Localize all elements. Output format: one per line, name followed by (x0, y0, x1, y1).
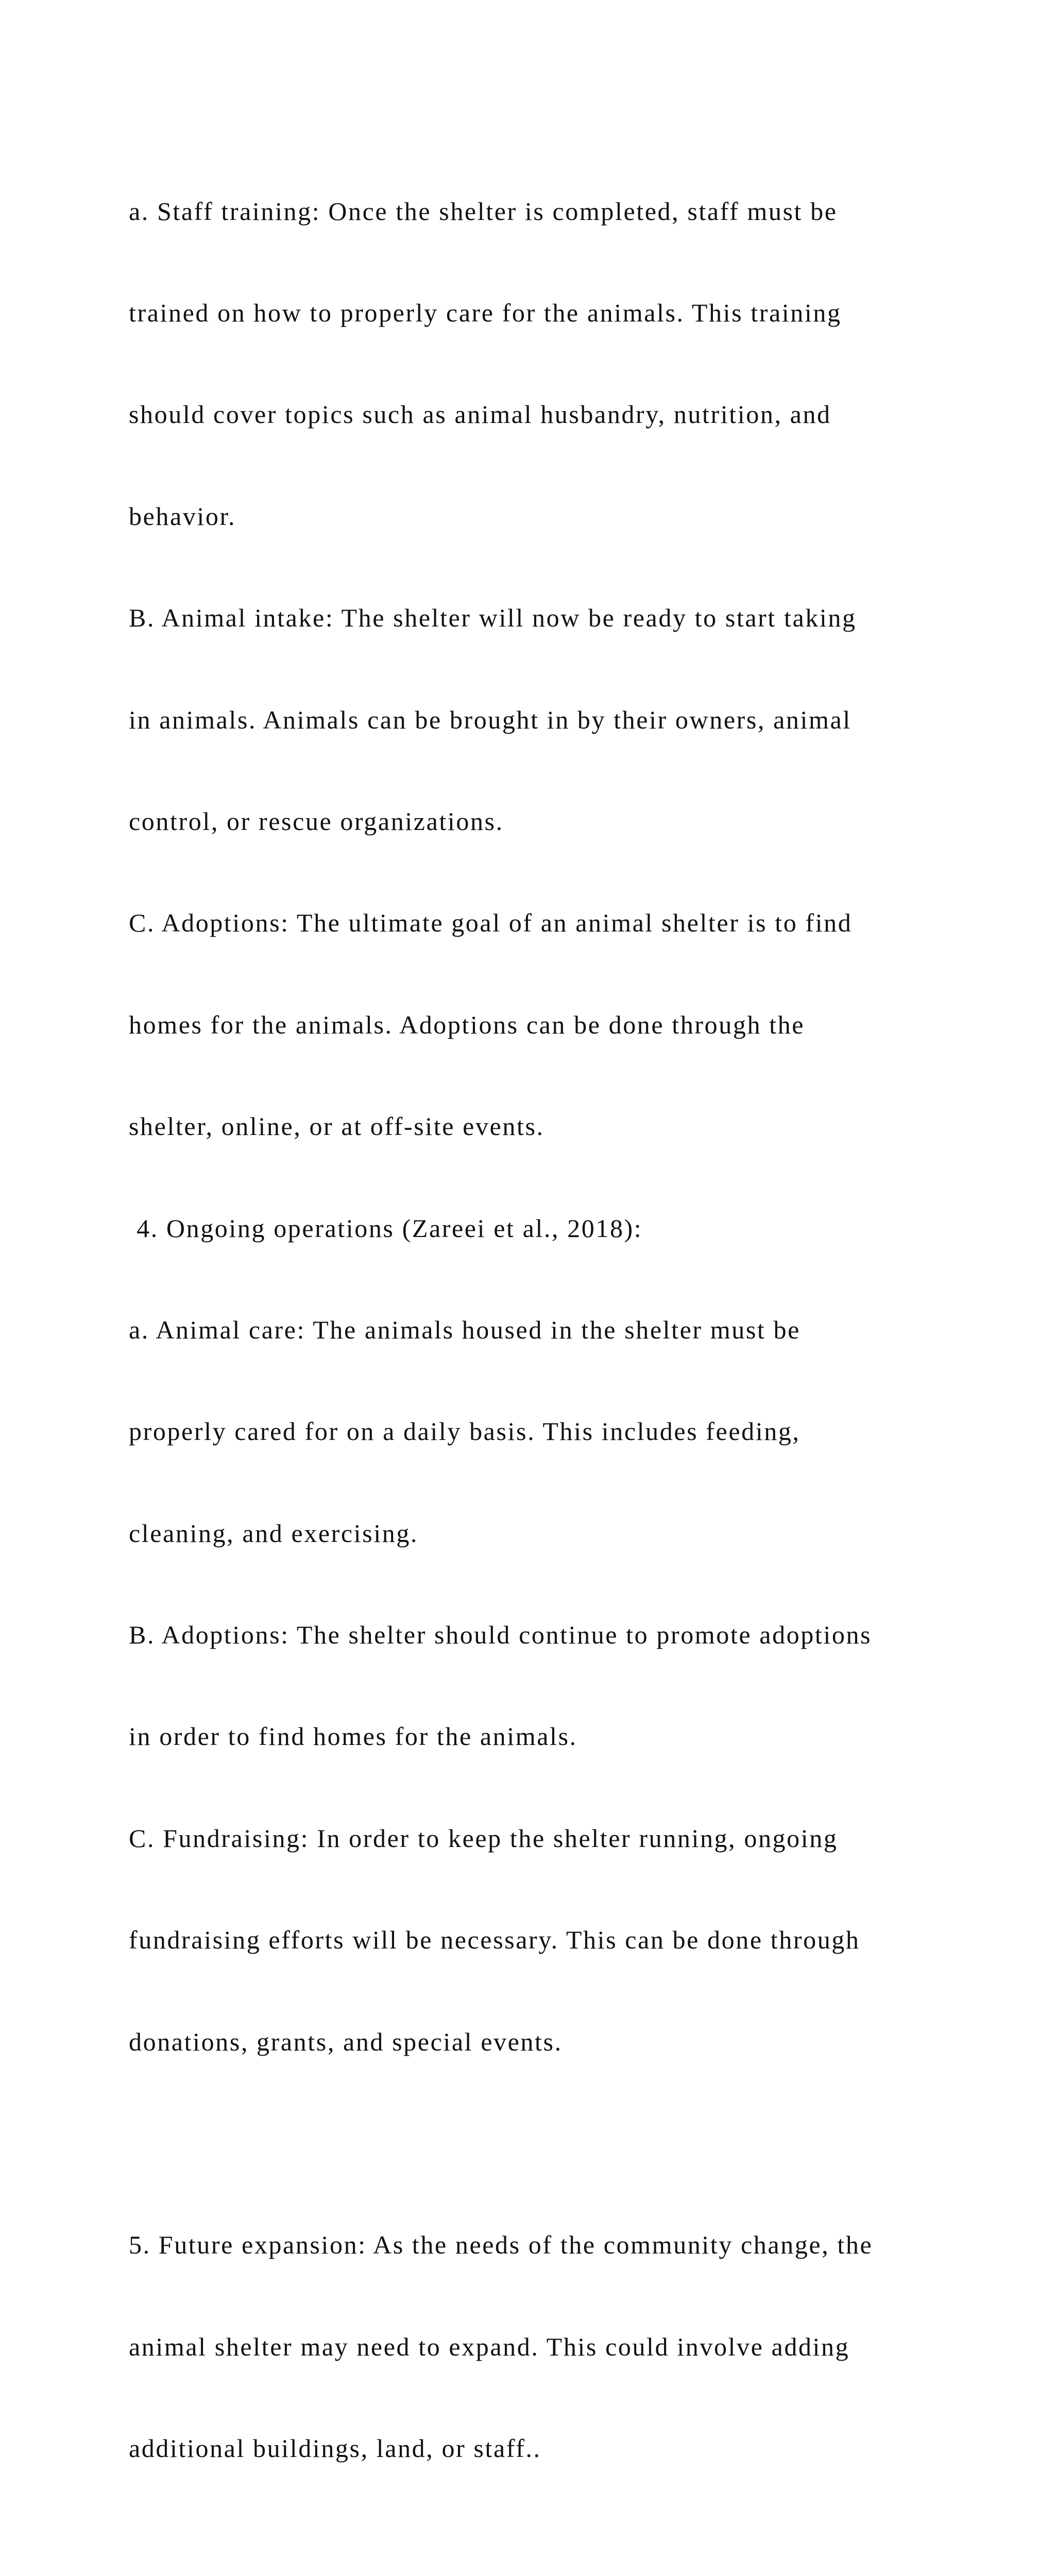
text-line: trained on how to properly care for the animals. This training (129, 298, 842, 327)
text-line: animal shelter may need to expand. This could involve adding (129, 2332, 850, 2361)
text-line: behavior. (129, 501, 236, 531)
blank-line (129, 2127, 1005, 2161)
text-line: fundraising efforts will be necessary. This can be done through (129, 1925, 860, 1955)
document-body (129, 127, 1005, 2576)
text-line: should cover topics such as animal husbandry, nutrition, and (129, 400, 831, 429)
text-line: in animals. Animals can be brought in by their owners, animal (129, 705, 852, 734)
text-line: a. Staff training: Once the shelter is completed, staff must be (129, 196, 838, 226)
text-line: a. Animal care: The animals housed in the shelter must be (129, 1315, 801, 1344)
text-line: cleaning, and exercising. (129, 1518, 419, 1548)
text-line: homes for the animals. Adoptions can be done through the (129, 1010, 805, 1039)
text-line: C. Adoptions: The ultimate goal of an animal shelter is to find (129, 908, 853, 938)
text-line: B. Adoptions: The shelter should continue to promote adoptions (129, 1620, 872, 1650)
text-line: donations, grants, and special events. (129, 2027, 563, 2056)
text-line: properly cared for on a daily basis. This includes feeding, (129, 1417, 801, 1446)
text-line: additional buildings, land, or staff.. (129, 2434, 541, 2463)
blank-line (129, 2534, 1005, 2568)
text-line: control, or rescue organizations. (129, 806, 504, 836)
section-heading-ongoing-operations: 4. Ongoing operations (Zareei et al., 2018): (129, 1213, 643, 1243)
text-line: C. Fundraising: In order to keep the shelter running, ongoing (129, 1823, 838, 1853)
text-line: B. Animal intake: The shelter will now be ready to start taking (129, 603, 857, 633)
text-line: 5. Future expansion: As the needs of the community change, the (129, 2230, 873, 2260)
text-line: in order to find homes for the animals. (129, 1722, 577, 1751)
text-line: shelter, online, or at off-site events. (129, 1112, 544, 1141)
